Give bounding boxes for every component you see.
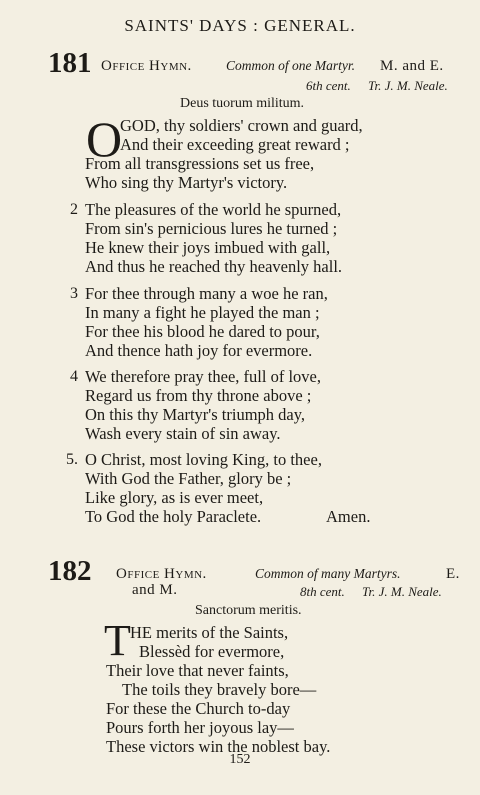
verse-line: GOD, thy soldiers' crown and guard,	[120, 116, 363, 135]
hymn-number: 181	[48, 47, 92, 79]
uses-label: E.	[446, 566, 460, 582]
office-hymn-label: Office Hymn.	[101, 58, 192, 74]
century-label: 8th cent.	[300, 584, 345, 599]
verse-line: These victors win the noblest bay.	[106, 737, 331, 756]
verse-number: 4	[70, 368, 78, 385]
translator-label: Tr. J. M. Neale.	[368, 78, 448, 93]
drop-cap: T	[104, 616, 131, 665]
latin-title: Sanctorum meritis.	[195, 603, 302, 618]
verse-line: The toils they bravely bore—	[122, 680, 317, 699]
verse-line: HE merits of the Saints,	[130, 623, 289, 642]
verse-number: 3	[70, 285, 78, 302]
verse-line: Regard us from thy throne above ;	[85, 386, 312, 405]
verse-line: From sin's pernicious lures he turned ;	[85, 219, 338, 238]
common-label: Common of many Martyrs.	[255, 566, 401, 581]
hymn-number: 182	[48, 555, 92, 587]
verse-line: For thee through many a woe he ran,	[85, 284, 328, 303]
drop-cap: O	[86, 111, 123, 167]
verse-line: Blessèd for evermore,	[139, 642, 285, 661]
verse-line: We therefore pray thee, full of love,	[85, 367, 321, 386]
common-label: Common of one Martyr.	[226, 58, 355, 73]
translator-label: Tr. J. M. Neale.	[362, 584, 442, 599]
verse-line: Like glory, as is ever meet,	[85, 488, 264, 507]
century-label: 6th cent.	[306, 78, 351, 93]
latin-title: Deus tuorum militum.	[180, 96, 305, 111]
office-hymn-label: Office Hymn.	[116, 566, 207, 582]
verse-line: To God the holy Paraclete.	[85, 507, 262, 526]
verse-line: He knew their joys imbued with gall,	[85, 238, 331, 257]
uses-label: M. and E.	[380, 58, 444, 74]
uses-label: and M.	[132, 582, 178, 598]
verse-line: For these the Church to-day	[106, 699, 291, 718]
running-head: SAINTS' DAYS : GENERAL.	[124, 16, 356, 35]
verse-line: From all transgressions set us free,	[85, 154, 315, 173]
verse-line: And thence hath joy for evermore.	[85, 341, 313, 360]
verse-line: On this thy Martyr's triumph day,	[85, 405, 306, 424]
amen: Amen.	[326, 507, 371, 526]
verse-line: And their exceeding great reward ;	[120, 135, 350, 154]
verse-line: And thus he reached thy heavenly hall.	[85, 257, 343, 276]
page-number: 152	[229, 752, 251, 767]
verse-line: Their love that never faints,	[106, 661, 289, 680]
hymn-182-header	[48, 556, 468, 606]
verse-line: For thee his blood he dared to pour,	[85, 322, 320, 341]
verse-line: Who sing thy Martyr's victory.	[85, 173, 288, 192]
verse-line: O Christ, most loving King, to thee,	[85, 450, 322, 469]
verse-line: Wash every stain of sin away.	[85, 424, 281, 443]
verse-line: The pleasures of the world he spurned,	[85, 200, 342, 219]
verse-number: 2	[70, 201, 78, 218]
verse-line: With God the Father, glory be ;	[85, 469, 292, 488]
hymn-181-header	[48, 48, 468, 98]
verse-line: In many a fight he played the man ;	[85, 303, 320, 322]
verse-line: Pours forth her joyous lay—	[106, 718, 294, 737]
verse-number: 5.	[66, 451, 78, 468]
